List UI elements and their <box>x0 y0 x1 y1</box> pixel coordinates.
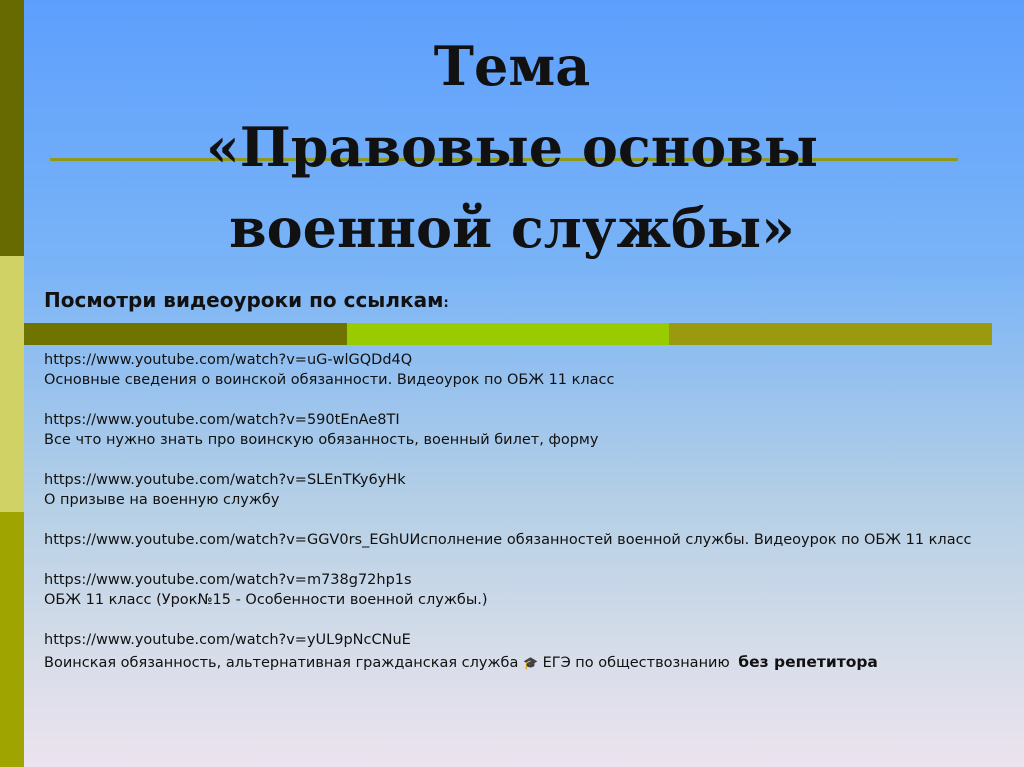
subtitle-colon: : <box>443 296 449 311</box>
video-links-list <box>44 350 1014 693</box>
stripe-dark <box>24 323 347 345</box>
stripe-olive <box>669 323 992 345</box>
video-description: О призыве на военную службу <box>44 492 280 508</box>
title-line-3: военной службы» <box>229 196 795 260</box>
video-description-bold: без репетитора <box>738 653 878 671</box>
stripe-lime <box>347 323 670 345</box>
subtitle <box>44 288 449 312</box>
link-entry <box>44 350 1014 390</box>
slide-title <box>0 26 1024 269</box>
video-link[interactable]: https://www.youtube.com/watch?v=590tEnAe8TI <box>44 412 400 428</box>
video-description: Основные сведения о воинской обязанности. Видеоурок по ОБЖ 11 класс <box>44 372 615 388</box>
video-link[interactable]: https://www.youtube.com/watch?v=SLEnTKy6yHk <box>44 472 406 488</box>
color-stripe-bar <box>24 323 992 345</box>
graduation-cap-icon: 🎓 <box>523 656 538 670</box>
video-description: Воинская обязанность, альтернативная гражданская служба <box>44 655 519 671</box>
video-link[interactable]: https://www.youtube.com/watch?v=uG-wlGQDd4Q <box>44 352 413 368</box>
link-entry <box>44 530 1014 550</box>
left-bar-middle <box>0 256 24 512</box>
link-entry <box>44 410 1014 450</box>
link-entry <box>44 630 1014 673</box>
title-line-2: «Правовые основы <box>206 115 818 179</box>
video-description: ОБЖ 11 класс (Урок№15 - Особенности военной службы.) <box>44 592 488 608</box>
video-description: Исполнение обязанностей военной службы. Видеоурок по ОБЖ 11 класс <box>409 532 972 548</box>
left-bar-bottom <box>0 512 24 767</box>
video-link[interactable]: https://www.youtube.com/watch?v=m738g72hp1s <box>44 572 412 588</box>
title-line-1: Тема <box>433 34 591 98</box>
video-link[interactable]: https://www.youtube.com/watch?v=GGV0rs_EGhU <box>44 532 410 548</box>
video-description: Все что нужно знать про воинскую обязанность, военный билет, форму <box>44 432 599 448</box>
subtitle-text: Посмотри видеоуроки по ссылкам <box>44 288 444 312</box>
link-entry <box>44 570 1014 610</box>
video-link[interactable]: https://www.youtube.com/watch?v=yUL9pNcCNuE <box>44 632 411 648</box>
video-description-2: ЕГЭ по обществознанию <box>542 655 730 671</box>
link-entry <box>44 470 1014 510</box>
